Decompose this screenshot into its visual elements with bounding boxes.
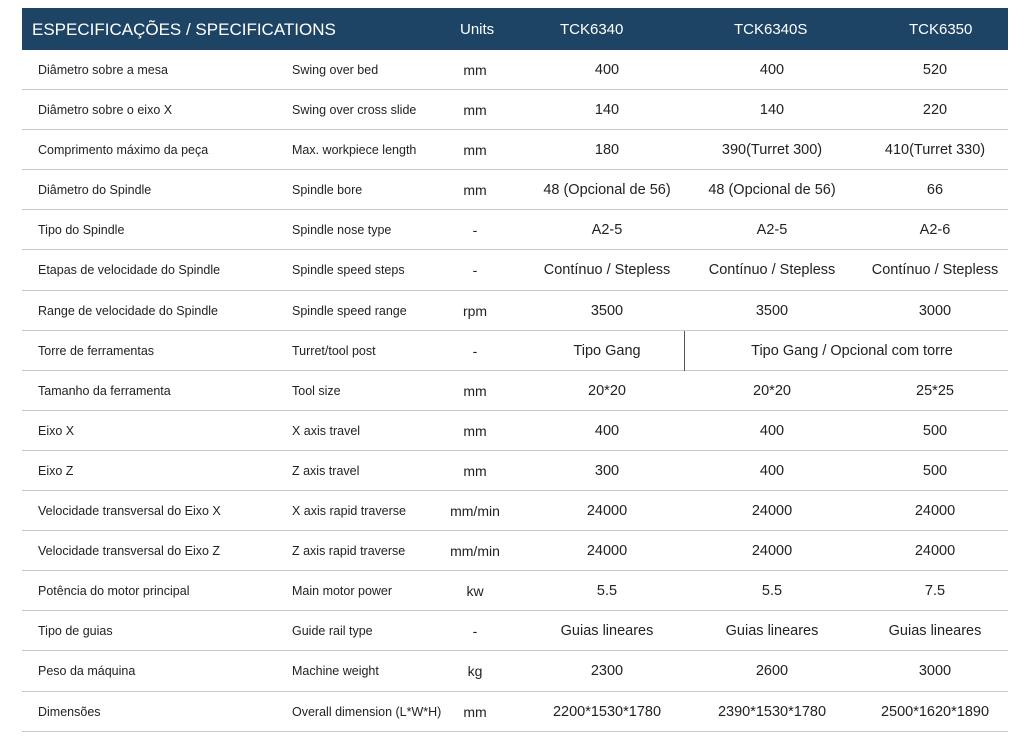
merged-cell-divider [684, 331, 685, 371]
table-row [22, 371, 1008, 411]
value-model-2: 400 [759, 62, 785, 78]
spec-name-pt: Eixo X [38, 423, 75, 438]
value-model-1: A2-5 [591, 222, 623, 239]
value-model-3: 500 [922, 462, 948, 479]
value-model-2: Contínuo / Stepless [708, 262, 836, 279]
value-model-1: 48 (Opcional de 56) [543, 182, 671, 199]
value-model-2: 5.5 [761, 583, 783, 600]
value-model-3: 24000 [914, 503, 956, 520]
spec-name-en: Machine weight [292, 664, 379, 679]
spec-name-en: Z axis travel [292, 463, 360, 478]
spec-unit: - [472, 262, 478, 279]
spec-name-pt: Diâmetro sobre o eixo X [38, 103, 173, 118]
spec-name-pt: Velocidade transversal do Eixo Z [38, 544, 221, 559]
table-row [22, 130, 1008, 170]
spec-name-en: Spindle bore [292, 183, 363, 198]
value-models-2-3-merged: Tipo Gang / Opcional com torre [751, 342, 953, 359]
spec-name-pt: Comprimento máximo da peça [38, 143, 209, 158]
spec-name-pt: Range de velocidade do Spindle [38, 303, 218, 318]
spec-name-pt: Eixo Z [38, 463, 74, 478]
model-header-3: TCK6350 [909, 21, 973, 38]
value-model-2: 3500 [755, 302, 789, 319]
value-model-1: 140 [594, 102, 620, 119]
value-model-2: 24000 [751, 503, 793, 520]
spec-name-pt: Diâmetro sobre a mesa [38, 63, 168, 77]
spec-name-en: Swing over bed [292, 63, 379, 77]
units-header: Units [460, 21, 495, 38]
spec-name-pt: Velocidade transversal do Eixo X [38, 504, 221, 519]
spec-unit: mm [463, 462, 487, 479]
spec-name-pt: Etapas de velocidade do Spindle [38, 263, 221, 278]
spec-name-en: Main motor power [292, 584, 393, 599]
spec-unit: mm/min [450, 543, 500, 560]
value-model-1: 180 [594, 142, 620, 159]
value-model-1: 400 [594, 62, 620, 78]
value-model-1: Guias lineares [560, 623, 654, 640]
table-row [22, 411, 1008, 451]
value-model-3: 66 [926, 182, 944, 199]
spec-name-pt: Peso da máquina [38, 664, 136, 679]
spec-name-en: Spindle nose type [292, 223, 392, 238]
spec-unit: mm [463, 703, 487, 720]
value-model-3: 410(Turret 330) [884, 142, 986, 159]
spec-name-en: Max. workpiece length [292, 143, 417, 158]
value-model-2: 2600 [755, 663, 789, 680]
value-model-1: 2300 [590, 663, 624, 680]
value-model-3: 2500*1620*1890 [880, 703, 990, 720]
spec-name-pt: Diâmetro do Spindle [38, 183, 152, 198]
spec-name-en: Z axis rapid traverse [292, 544, 406, 559]
value-model-2: A2-5 [756, 222, 788, 239]
spec-unit: mm [463, 102, 487, 119]
spec-unit: kg [467, 663, 483, 680]
table-row [22, 651, 1008, 691]
table-row [22, 451, 1008, 491]
value-model-3: 520 [922, 62, 948, 78]
spec-unit: - [472, 623, 478, 640]
spec-name-pt: Tamanho da ferramenta [38, 383, 171, 398]
table-row [22, 291, 1008, 331]
table-row [22, 90, 1008, 130]
model-header-2: TCK6340S [734, 21, 808, 38]
table-row [22, 692, 1008, 732]
table-row [22, 210, 1008, 250]
value-model-3: 500 [922, 422, 948, 439]
spec-name-pt: Torre de ferramentas [38, 343, 155, 358]
value-model-3: 7.5 [924, 583, 946, 600]
model-header-1: TCK6340 [560, 21, 624, 38]
table-row [22, 491, 1008, 531]
table-row [22, 531, 1008, 571]
value-model-1: 5.5 [596, 583, 618, 600]
value-model-3: 25*25 [916, 382, 954, 399]
value-model-1: 24000 [586, 503, 628, 520]
spec-unit: - [472, 342, 478, 359]
spec-unit: kw [466, 583, 484, 600]
spec-name-en: Spindle speed range [292, 303, 407, 318]
spec-name-pt: Dimensões [38, 704, 101, 719]
value-model-2: 20*20 [753, 382, 791, 399]
spec-name-pt: Potência do motor principal [38, 584, 190, 599]
table-row [22, 611, 1008, 651]
value-model-3: 3000 [918, 302, 952, 319]
value-model-1: 24000 [586, 543, 628, 560]
value-model-2: Guias lineares [725, 623, 819, 640]
table-row [22, 50, 1008, 90]
spec-name-en: Overall dimension (L*W*H) [292, 704, 442, 719]
value-model-1: Tipo Gang [573, 342, 641, 359]
spec-unit: mm/min [450, 503, 500, 520]
spec-name-pt: Tipo do Spindle [38, 223, 125, 238]
value-model-3: Guias lineares [888, 623, 982, 640]
value-model-3: Contínuo / Stepless [871, 262, 999, 279]
value-model-3: A2-6 [919, 222, 951, 239]
spec-unit: mm [463, 62, 487, 78]
table-row [22, 331, 1008, 371]
value-model-3: 24000 [914, 543, 956, 560]
spec-name-en: Turret/tool post [292, 343, 376, 358]
spec-name-en: Spindle speed steps [292, 263, 405, 278]
spec-unit: mm [463, 142, 487, 159]
table-row [22, 250, 1008, 290]
value-model-1: 400 [594, 422, 620, 439]
spec-unit: mm [463, 422, 487, 439]
table-row [22, 571, 1008, 611]
spec-unit: - [472, 222, 478, 239]
value-model-2: 48 (Opcional de 56) [708, 182, 836, 199]
spec-unit: rpm [462, 302, 488, 319]
value-model-3: 3000 [918, 663, 952, 680]
value-model-2: 24000 [751, 543, 793, 560]
value-model-2: 140 [759, 102, 785, 119]
value-model-2: 2390*1530*1780 [717, 703, 827, 720]
spec-table-body [22, 50, 1008, 732]
spec-name-pt: Tipo de guias [38, 624, 113, 639]
spec-unit: mm [463, 382, 487, 399]
spec-name-en: Guide rail type [292, 624, 373, 639]
spec-name-en: Tool size [292, 383, 341, 398]
value-model-2: 390(Turret 300) [721, 142, 823, 159]
table-title: ESPECIFICAÇÕES / SPECIFICATIONS [32, 20, 336, 39]
value-model-3: 220 [922, 102, 948, 119]
spec-name-en: X axis travel [292, 423, 361, 438]
value-model-2: 400 [759, 422, 785, 439]
table-row [22, 170, 1008, 210]
spec-name-en: X axis rapid traverse [292, 504, 406, 519]
spec-unit: mm [463, 182, 487, 199]
table-header [22, 8, 1008, 50]
value-model-1: 3500 [590, 302, 624, 319]
value-model-1: 20*20 [588, 382, 626, 399]
value-model-2: 400 [759, 462, 785, 479]
value-model-1: Contínuo / Stepless [543, 262, 671, 279]
value-model-1: 300 [594, 462, 620, 479]
value-model-1: 2200*1530*1780 [552, 703, 662, 720]
spec-name-en: Swing over cross slide [292, 103, 417, 118]
